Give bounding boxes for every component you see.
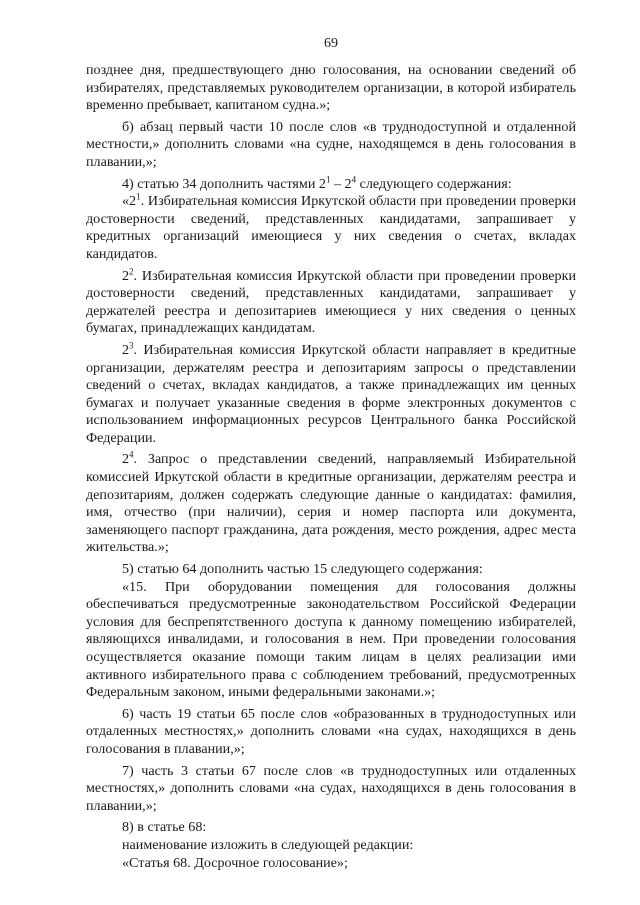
paragraph-p08: 5) статью 64 дополнить частью 15 следующего содержания: [122, 561, 483, 578]
paragraph-p01: позднее дня, предшествующего дню голосования, на основании сведений об избирателях, представляемых руководителем организации, в которой избиратель временно пребывает, капитаном судна.»; [86, 62, 576, 114]
paragraph-p13: наименование изложить в следующей редакции: [122, 836, 414, 853]
paragraph-p03: 4) статью 34 дополнить частями $2^1 - 2^4$ следующего содержания: [122, 173, 512, 192]
superscript: 4 [129, 449, 134, 460]
superscript: 3 [129, 340, 134, 351]
superscript: 1 [136, 191, 141, 202]
paragraph-p04: «$2^1$. Избирательная комиссия Иркутской области при проведении проверки достоверности сведений, представленных кандидатами, запрашивает у кредитных организаций имеющиеся у них сведения о счетах, вкладах кандидатов. [86, 191, 576, 262]
page-number: 69 [324, 36, 338, 51]
superscript: 4 [351, 173, 357, 184]
paragraph-p10: 6) часть 19 статьи 65 после слов «образованных в труднодоступных или отдаленных местностях,» дополнить словами «на судах, находящихся в день голосования в плавании,»; [86, 705, 576, 757]
superscript: 2 [129, 265, 134, 276]
paragraph-p09: «15. При оборудовании помещения для голосования должны обеспечиваться предусмотренные законодательством Российской Федерации условия для беспрепятственного доступа к данному помещению избирателей, являющихся инвалидами, и голосования в нем. При проведении голосования осуществляется оказание помощи таким лицам в целях реализации ими активного избирательного права с соблюдением требований, предусмотренных Федеральным законом, иными федеральными законами.»; [86, 578, 576, 701]
paragraph-p14: «Статья 68. Досрочное голосование»; [122, 854, 348, 871]
paragraph-p11: 7) часть 3 статьи 67 после слов «в труднодоступных или отдаленных местностях,» дополнить словами «на судах, находящихся в день голосования в плавании,»; [86, 762, 576, 814]
paragraph-p12: 8) в статье 68: [122, 819, 207, 836]
paragraph-p02: б) абзац первый части 10 после слов «в труднодоступной и отдаленной местности,» дополнить словами «на судне, находящемся в день голосования в плавании,»; [86, 118, 576, 170]
superscript: 1 [325, 173, 331, 184]
document-body [86, 62, 576, 872]
paragraph-p05: $2^2$. Избирательная комиссия Иркутской области при проведении проверки достоверности сведений, представленных кандидатами, запрашивает у держателей реестра и депозитариев имеющиеся у них сведения о ценных бумагах, принадлежащих кандидатам. [86, 265, 576, 337]
paragraph-p07: $2^4$. Запрос о представлении сведений, направляемый Избирательной комиссией Иркутской области в кредитные организации, держателям реестра и депозитариям, должен содержать следующие данные о кандидатах: фамилия, имя, отчество (при наличии), серия и номер паспорта или документа, заменяющего паспорт гражданина, дата рождения, место рождения, адрес места жительства.»; [86, 449, 576, 556]
paragraph-p06: $2^3$. Избирательная комиссия Иркутской области направляет в кредитные организации, держателям реестра и депозитариям запросы о представлении сведений о счетах, вкладах кандидатов, а также принадлежащих им ценных бумагах и получает указанные сведения в форме электронных документов с использованием информационных ресурсов Центрального банка Российской Федерации. [86, 340, 576, 446]
